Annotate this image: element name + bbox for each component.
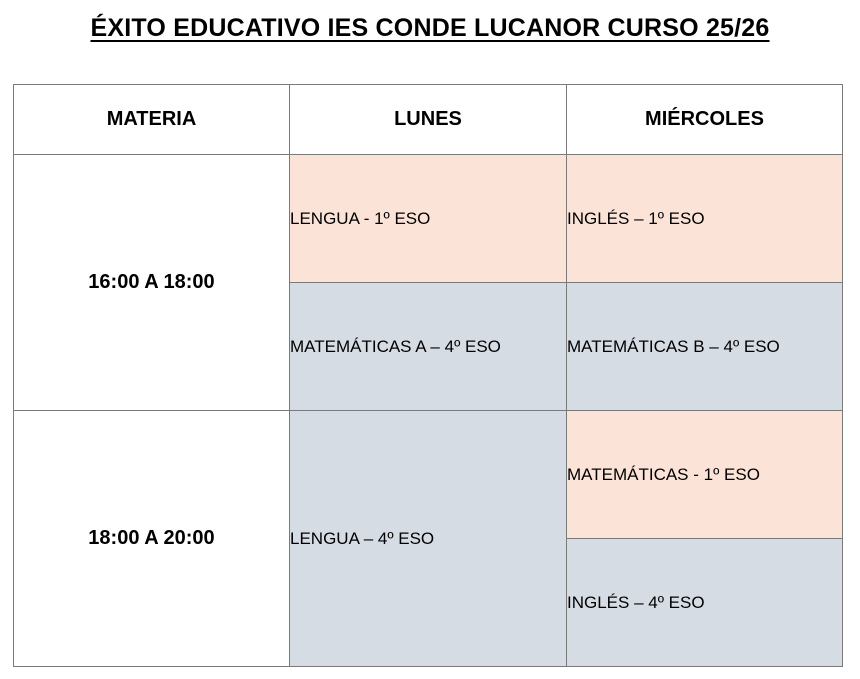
cell-lunes-lengua-1eso: LENGUA - 1º ESO — [290, 155, 567, 283]
schedule-table — [13, 84, 843, 667]
cell-miercoles-matematicas-b-4eso: MATEMÁTICAS B – 4º ESO — [567, 283, 843, 411]
cell-miercoles-ingles-4eso: INGLÉS – 4º ESO — [567, 539, 843, 667]
table-row — [14, 411, 843, 539]
table-row — [14, 155, 843, 283]
page-title — [0, 14, 860, 43]
time-slot-2: 18:00 A 20:00 — [14, 411, 290, 667]
header-materia: MATERIA — [14, 85, 290, 155]
cell-miercoles-ingles-1eso: INGLÉS – 1º ESO — [567, 155, 843, 283]
header-row — [14, 85, 843, 155]
cell-lunes-matematicas-a-4eso: MATEMÁTICAS A – 4º ESO — [290, 283, 567, 411]
header-lunes: LUNES — [290, 85, 567, 155]
time-slot-1: 16:00 A 18:00 — [14, 155, 290, 411]
cell-lunes-lengua-4eso: LENGUA – 4º ESO — [290, 411, 567, 667]
cell-miercoles-matematicas-1eso: MATEMÁTICAS - 1º ESO — [567, 411, 843, 539]
page-title-text: ÉXITO EDUCATIVO IES CONDE LUCANOR CURSO 25/26 — [90, 14, 770, 42]
header-miercoles: MIÉRCOLES — [567, 85, 843, 155]
